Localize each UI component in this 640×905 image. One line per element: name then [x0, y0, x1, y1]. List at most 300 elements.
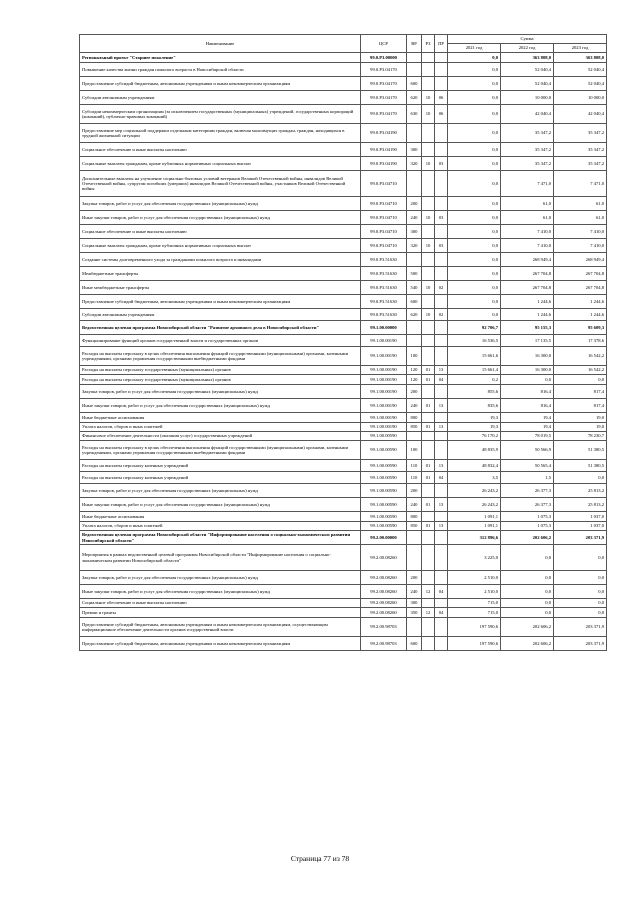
row-sum-2022: 202 606,2 [501, 618, 554, 637]
row-sum-2021: 312 896,6 [448, 531, 501, 545]
row-sum-2023: 203 371,9 [554, 618, 607, 637]
row-pr: 04 [435, 585, 448, 599]
row-vr: 110 [407, 460, 422, 472]
row-csr: 99.1.00.00190 [361, 347, 407, 366]
row-vr: 620 [407, 309, 422, 321]
table-row [80, 239, 607, 253]
row-sum-2023: 817,4 [554, 385, 607, 399]
row-rz [422, 571, 435, 585]
row-sum-2022: 202 606,2 [501, 637, 554, 651]
row-rz [422, 53, 435, 63]
row-sum-2021: 0,0 [448, 157, 501, 171]
row-sum-2022: 0,0 [501, 545, 554, 571]
row-vr [407, 321, 422, 335]
row-sum-2023: 19,0 [554, 423, 607, 432]
row-pr: 06 [435, 91, 448, 105]
table-row [80, 545, 607, 571]
budget-table [79, 34, 607, 651]
row-name: Предоставление субсидий бюджетным, автономным учреждениям и иным некоммерческим организациям [80, 637, 361, 651]
table-row [80, 472, 607, 484]
row-name: Предоставление мер социальной поддержки отдельным категориям граждан, включая малоимущих граждан, граждан, находящихся в трудной жизненной ситуации [80, 124, 361, 143]
row-name: Иные бюджетные ассигнования [80, 413, 361, 423]
row-rz: 12 [422, 585, 435, 599]
row-csr: 99.1.00.00590 [361, 522, 407, 531]
row-sum-2023: 25 813,2 [554, 498, 607, 512]
row-vr [407, 171, 422, 197]
table-row [80, 281, 607, 295]
row-sum-2023: 203 371,9 [554, 531, 607, 545]
table-row [80, 105, 607, 124]
row-sum-2021: 2 510,0 [448, 571, 501, 585]
table-row [80, 399, 607, 413]
row-pr [435, 253, 448, 267]
row-vr: 200 [407, 484, 422, 498]
row-sum-2023: 35 347,2 [554, 124, 607, 143]
row-pr [435, 335, 448, 347]
table-row [80, 157, 607, 171]
row-pr: 06 [435, 105, 448, 124]
row-sum-2021: 19,3 [448, 423, 501, 432]
row-sum-2022: 1 244,6 [501, 295, 554, 309]
row-sum-2022: 0,0 [501, 585, 554, 599]
row-vr [407, 253, 422, 267]
row-pr: 03 [435, 239, 448, 253]
row-sum-2023: 1 244,6 [554, 295, 607, 309]
row-sum-2022: 268 949,4 [501, 253, 554, 267]
row-sum-2021: 48 835,9 [448, 441, 501, 460]
row-rz [422, 143, 435, 157]
row-rz [422, 545, 435, 571]
row-sum-2022: 1,5 [501, 472, 554, 484]
row-csr: 99.2.00.98703 [361, 618, 407, 637]
row-sum-2023: 7 471,0 [554, 171, 607, 197]
row-sum-2021: 0,0 [448, 239, 501, 253]
row-sum-2022: 1 075,3 [501, 512, 554, 522]
row-pr [435, 53, 448, 63]
row-name: Социальное обеспечение и иные выплаты населению [80, 143, 361, 157]
row-rz: 10 [422, 281, 435, 295]
table-row [80, 335, 607, 347]
table-row [80, 498, 607, 512]
row-sum-2023: 0,0 [554, 375, 607, 385]
row-rz [422, 512, 435, 522]
row-sum-2021: 0,0 [448, 63, 501, 77]
row-sum-2021: 0,0 [448, 143, 501, 157]
table-row [80, 143, 607, 157]
row-sum-2022: 52 040,4 [501, 63, 554, 77]
table-row [80, 441, 607, 460]
row-pr: 13 [435, 366, 448, 375]
row-pr: 03 [435, 211, 448, 225]
row-rz [422, 347, 435, 366]
row-sum-2022: 202 606,2 [501, 531, 554, 545]
table-row [80, 484, 607, 498]
row-sum-2022: 78 019,5 [501, 432, 554, 441]
row-vr: 120 [407, 366, 422, 375]
table-row [80, 618, 607, 637]
table-row [80, 171, 607, 197]
row-sum-2021: 0,0 [448, 105, 501, 124]
row-pr [435, 295, 448, 309]
row-name: Расходы на выплаты персоналу казенных учреждений [80, 460, 361, 472]
row-csr: 99.2.00.08260 [361, 545, 407, 571]
row-pr [435, 637, 448, 651]
row-name: Закупка товаров, работ и услуг для обеспечения государственных (муниципальных) нужд [80, 385, 361, 399]
row-pr [435, 77, 448, 91]
row-vr: 800 [407, 512, 422, 522]
row-rz [422, 225, 435, 239]
row-sum-2023: 1 037,0 [554, 512, 607, 522]
table-row [80, 253, 607, 267]
row-sum-2022: 0,0 [501, 608, 554, 618]
row-csr: 99.0.Р3.04710 [361, 211, 407, 225]
row-vr: 120 [407, 375, 422, 385]
row-sum-2023: 35 347,2 [554, 157, 607, 171]
row-csr: 99.0.Р3.04710 [361, 171, 407, 197]
row-sum-2021: 15 661,6 [448, 347, 501, 366]
table-row [80, 295, 607, 309]
row-sum-2023: 1 244,6 [554, 309, 607, 321]
row-rz: 01 [422, 366, 435, 375]
row-vr: 630 [407, 105, 422, 124]
row-sum-2021: 3,5 [448, 472, 501, 484]
row-name: Мероприятия в рамках ведомственной целевой программы Новосибирской области "Информирование населения о социально-экономическом развитии Новосибирской области" [80, 545, 361, 571]
header-sum: Сумма [448, 35, 607, 44]
header-year-2021: 2021 год [448, 44, 501, 53]
row-vr: 850 [407, 423, 422, 432]
header-rz: РЗ [422, 35, 435, 53]
row-rz [422, 335, 435, 347]
row-name: Социальные выплаты гражданам, кроме публичных нормативных социальных выплат [80, 157, 361, 171]
row-sum-2021: 715,0 [448, 608, 501, 618]
row-vr: 200 [407, 571, 422, 585]
row-vr: 300 [407, 599, 422, 608]
row-sum-2021: 197 590,6 [448, 637, 501, 651]
row-rz [422, 321, 435, 335]
row-sum-2023: 363 808,0 [554, 53, 607, 63]
row-rz [422, 171, 435, 197]
row-sum-2023: 267 704,8 [554, 267, 607, 281]
row-vr [407, 63, 422, 77]
row-name: Иные бюджетные ассигнования [80, 512, 361, 522]
row-sum-2022: 816,4 [501, 399, 554, 413]
table-row [80, 309, 607, 321]
row-sum-2021: 0,0 [448, 309, 501, 321]
row-sum-2022: 16 300,0 [501, 347, 554, 366]
row-rz [422, 267, 435, 281]
table-row [80, 460, 607, 472]
row-pr [435, 171, 448, 197]
row-pr: 13 [435, 423, 448, 432]
row-vr: 320 [407, 239, 422, 253]
row-sum-2021: 0,0 [448, 267, 501, 281]
row-pr [435, 531, 448, 545]
row-csr: 99.0.Р3.04710 [361, 239, 407, 253]
table-row [80, 91, 607, 105]
row-vr: 350 [407, 608, 422, 618]
table-row [80, 53, 607, 63]
table-row [80, 522, 607, 531]
row-vr: 300 [407, 143, 422, 157]
row-rz [422, 385, 435, 399]
row-sum-2022: 7 410,0 [501, 239, 554, 253]
row-csr: 99.0.Р3.04710 [361, 197, 407, 211]
header-vr: ВР [407, 35, 422, 53]
row-sum-2023: 7 410,0 [554, 239, 607, 253]
table-row [80, 225, 607, 239]
row-name: Межбюджетные трансферты [80, 267, 361, 281]
row-vr: 600 [407, 295, 422, 309]
table-row [80, 375, 607, 385]
row-vr [407, 531, 422, 545]
row-rz: 10 [422, 239, 435, 253]
row-sum-2022: 35 347,2 [501, 143, 554, 157]
row-sum-2021: 1 091,1 [448, 512, 501, 522]
row-name: Социальное обеспечение и иные выплаты населению [80, 225, 361, 239]
table-row [80, 197, 607, 211]
row-rz: 01 [422, 522, 435, 531]
row-vr: 600 [407, 637, 422, 651]
table-row [80, 347, 607, 366]
row-name: Иные закупки товаров, работ и услуг для обеспечения государственных (муниципальных) нужд [80, 211, 361, 225]
header-year-2022: 2022 год [501, 44, 554, 53]
row-name: Предоставление субсидий бюджетным, автономным учреждениям и иным некоммерческим организациям [80, 295, 361, 309]
row-sum-2022: 35 347,2 [501, 157, 554, 171]
table-row [80, 124, 607, 143]
row-sum-2021: 26 243,2 [448, 498, 501, 512]
row-name: Закупка товаров, работ и услуг для обеспечения государственных (муниципальных) нужд [80, 484, 361, 498]
row-rz [422, 77, 435, 91]
row-sum-2021: 1 091,1 [448, 522, 501, 531]
row-sum-2022: 363 808,0 [501, 53, 554, 63]
table-row [80, 77, 607, 91]
table-row [80, 531, 607, 545]
row-csr: 99.0.Р3.00000 [361, 53, 407, 63]
row-name: Расходы на выплаты персоналу государственных (муниципальных) органов [80, 375, 361, 385]
row-sum-2023: 0,0 [554, 472, 607, 484]
row-sum-2022: 267 704,8 [501, 267, 554, 281]
row-pr: 02 [435, 281, 448, 295]
row-csr: 99.1.00.00590 [361, 472, 407, 484]
row-sum-2023: 1 037,0 [554, 522, 607, 531]
row-rz [422, 413, 435, 423]
header-csr: ЦСР [361, 35, 407, 53]
row-name: Субсидии некоммерческим организациям (за исключением государственных (муниципальных) учреждений, государственных корпораций (компаний), публично-правовых компаний) [80, 105, 361, 124]
row-name: Повышение качества жизни граждан пожилого возраста в Новосибирской области [80, 63, 361, 77]
row-vr: 100 [407, 441, 422, 460]
row-sum-2021: 0,0 [448, 211, 501, 225]
row-csr: 99.1.00.00590 [361, 512, 407, 522]
row-vr: 320 [407, 157, 422, 171]
row-pr [435, 385, 448, 399]
row-sum-2022: 26 377,3 [501, 498, 554, 512]
row-vr: 540 [407, 281, 422, 295]
page-number: Страница 77 из 78 [290, 854, 350, 863]
row-sum-2021: 19,3 [448, 413, 501, 423]
row-name: Иные закупки товаров, работ и услуг для обеспечения государственных (муниципальных) нужд [80, 585, 361, 599]
row-sum-2022: 0,0 [501, 571, 554, 585]
row-csr: 99.1.00.00590 [361, 484, 407, 498]
row-name: Ведомственная целевая программа Новосибирской области "Развитие архивного дела в Новосибирской области" [80, 321, 361, 335]
row-sum-2023: 0,0 [554, 585, 607, 599]
row-rz [422, 599, 435, 608]
row-csr: 99.0.Р3.04190 [361, 157, 407, 171]
row-csr: 99.0.Р3.04170 [361, 105, 407, 124]
row-vr: 240 [407, 585, 422, 599]
row-csr: 99.0.Р3.51630 [361, 309, 407, 321]
row-csr: 99.0.Р3.04190 [361, 124, 407, 143]
row-vr: 600 [407, 77, 422, 91]
row-sum-2021: 76 170,2 [448, 432, 501, 441]
table-row [80, 423, 607, 432]
row-csr: 99.0.Р3.51630 [361, 253, 407, 267]
row-rz [422, 295, 435, 309]
table-row [80, 413, 607, 423]
row-sum-2022: 0,0 [501, 375, 554, 385]
row-sum-2023: 78 230,7 [554, 432, 607, 441]
row-vr [407, 618, 422, 637]
row-vr: 850 [407, 522, 422, 531]
row-sum-2021: 15 661,4 [448, 366, 501, 375]
row-sum-2022: 19,4 [501, 423, 554, 432]
row-rz: 10 [422, 309, 435, 321]
row-sum-2023: 42 040,4 [554, 105, 607, 124]
row-sum-2023: 267 704,8 [554, 281, 607, 295]
row-csr: 99.1.00.00190 [361, 385, 407, 399]
row-pr [435, 441, 448, 460]
row-pr [435, 545, 448, 571]
row-rz [422, 637, 435, 651]
table-row [80, 211, 607, 225]
row-vr [407, 335, 422, 347]
row-pr: 04 [435, 608, 448, 618]
table-row [80, 599, 607, 608]
row-csr: 99.0.Р3.04190 [361, 143, 407, 157]
row-vr: 100 [407, 347, 422, 366]
row-rz [422, 441, 435, 460]
row-sum-2022: 52 040,4 [501, 77, 554, 91]
row-pr [435, 599, 448, 608]
table-row [80, 608, 607, 618]
row-pr [435, 484, 448, 498]
row-name: Иные межбюджетные трансферты [80, 281, 361, 295]
row-sum-2022: 16 300,0 [501, 366, 554, 375]
row-vr: 200 [407, 197, 422, 211]
row-vr: 620 [407, 91, 422, 105]
row-pr [435, 321, 448, 335]
row-vr: 300 [407, 225, 422, 239]
row-sum-2022: 0,0 [501, 599, 554, 608]
row-csr: 99.1.00.00190 [361, 375, 407, 385]
row-sum-2022: 816,4 [501, 385, 554, 399]
row-csr: 99.2.00.98703 [361, 637, 407, 651]
row-rz [422, 618, 435, 637]
row-sum-2023: 51 380,5 [554, 441, 607, 460]
row-pr: 02 [435, 309, 448, 321]
row-csr: 99.1.00.00190 [361, 335, 407, 347]
row-pr: 04 [435, 472, 448, 484]
row-pr [435, 512, 448, 522]
row-name: Расходы на выплаты персоналу в целях обеспечения выполнения функций государственными (муниципальными) органами, казенными учреждениями, органами управления государственными внебюджетными фондами [80, 347, 361, 366]
row-sum-2023: 16 542,2 [554, 366, 607, 375]
row-sum-2023: 203 371,9 [554, 637, 607, 651]
row-name: Функционирование функций органов государственной власти и государственных органов [80, 335, 361, 347]
row-sum-2021: 0,0 [448, 91, 501, 105]
row-name: Предоставление субсидий бюджетным, автономным учреждениям и иным некоммерческим организациям [80, 77, 361, 91]
row-name: Расходы на выплаты персоналу казенных учреждений [80, 472, 361, 484]
row-sum-2021: 0,0 [448, 197, 501, 211]
row-sum-2021: 715,0 [448, 599, 501, 608]
table-row [80, 571, 607, 585]
row-vr: 110 [407, 472, 422, 484]
row-sum-2023: 35 347,2 [554, 143, 607, 157]
row-rz: 01 [422, 472, 435, 484]
row-rz [422, 531, 435, 545]
row-rz: 10 [422, 157, 435, 171]
row-pr [435, 143, 448, 157]
row-sum-2022: 42 040,4 [501, 105, 554, 124]
row-csr: 99.1.00.00590 [361, 441, 407, 460]
row-sum-2021: 197 590,6 [448, 618, 501, 637]
row-rz: 10 [422, 91, 435, 105]
row-name: Субсидии автономным учреждениям [80, 91, 361, 105]
row-rz [422, 124, 435, 143]
row-pr: 13 [435, 460, 448, 472]
row-csr: 99.2.00.08260 [361, 571, 407, 585]
row-name: Закупка товаров, работ и услуг для обеспечения государственных (муниципальных) нужд [80, 571, 361, 585]
row-rz: 12 [422, 608, 435, 618]
row-pr [435, 225, 448, 239]
row-sum-2022: 50 566,9 [501, 441, 554, 460]
row-sum-2021: 0,0 [448, 53, 501, 63]
row-pr: 13 [435, 399, 448, 413]
table-row [80, 267, 607, 281]
row-csr: 99.1.00.00190 [361, 413, 407, 423]
row-sum-2022: 50 565,4 [501, 460, 554, 472]
row-sum-2022: 1 244,6 [501, 309, 554, 321]
row-rz [422, 484, 435, 498]
row-name: Социальные выплаты гражданам, кроме публичных нормативных социальных выплат [80, 239, 361, 253]
row-sum-2023: 7 410,0 [554, 225, 607, 239]
row-csr: 99.0.Р3.51630 [361, 267, 407, 281]
row-rz: 01 [422, 460, 435, 472]
row-sum-2023: 817,4 [554, 399, 607, 413]
row-name: Уплата налогов, сборов и иных платежей [80, 423, 361, 432]
row-rz [422, 63, 435, 77]
row-sum-2021: 0,0 [448, 124, 501, 143]
row-rz [422, 197, 435, 211]
row-pr [435, 63, 448, 77]
row-sum-2023: 0,0 [554, 608, 607, 618]
row-name: Иные закупки товаров, работ и услуг для обеспечения государственных (муниципальных) нужд [80, 498, 361, 512]
table-row [80, 585, 607, 599]
row-sum-2021: 0,0 [448, 281, 501, 295]
row-pr [435, 197, 448, 211]
row-rz [422, 253, 435, 267]
table-row [80, 321, 607, 335]
row-sum-2023: 19,0 [554, 413, 607, 423]
row-name: Ведомственная целевая программа Новосибирской области "Информирование населения о социально-экономическом развитии Новосибирской области" [80, 531, 361, 545]
row-name: Региональный проект "Старшее поколение" [80, 53, 361, 63]
row-name: Финансовое обеспечение деятельности (оказания услуг) государственных учреждений [80, 432, 361, 441]
row-vr [407, 432, 422, 441]
row-pr [435, 571, 448, 585]
row-rz: 01 [422, 423, 435, 432]
row-name: Социальное обеспечение и иные выплаты населению [80, 599, 361, 608]
row-pr [435, 347, 448, 366]
row-sum-2022: 35 347,2 [501, 124, 554, 143]
row-sum-2021: 26 243,2 [448, 484, 501, 498]
